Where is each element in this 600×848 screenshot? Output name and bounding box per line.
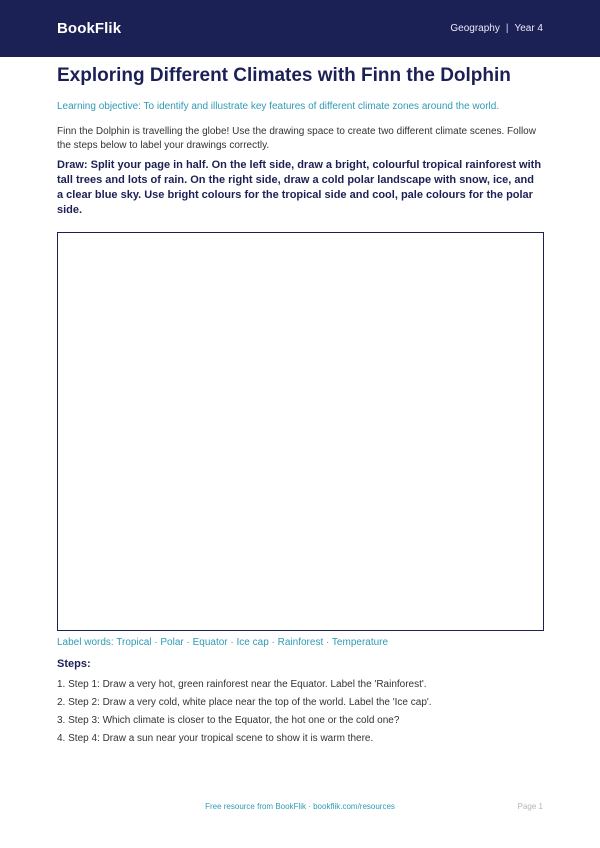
intro-text: Finn the Dolphin is travelling the globe! Use the drawing space to create two different climate scenes. Follow the steps below to label your drawings correctly.	[57, 126, 536, 151]
year-label: Year 4	[514, 23, 543, 34]
drawing-area[interactable]	[57, 232, 544, 631]
steps-heading: Steps:	[57, 658, 91, 670]
subject-label: Geography	[450, 23, 500, 34]
meta-separator: |	[505, 23, 509, 34]
brand-logo[interactable]: BookFlik	[57, 20, 122, 37]
step-item: 1. Step 1: Draw a very hot, green rainforest near the Equator. Label the 'Rainforest'.	[57, 679, 427, 690]
steps-list	[57, 678, 547, 750]
page-number: Page 1	[517, 802, 543, 811]
subject-meta	[450, 23, 543, 34]
label-words: Label words: Tropical · Polar · Equator · Ice cap · Rainforest · Temperature	[57, 637, 389, 648]
step-item: 4. Step 4: Draw a sun near your tropical scene to show it is warm there.	[57, 733, 374, 744]
draw-instructions: Draw: Split your page in half. On the left side, draw a bright, colourful tropical rainforest with tall trees and lots of rain. On the right side, draw a cold polar landscape with snow, ice, and a clear blue sky. Use bright colours for the tropical side and cool, pale colours for the polar side.	[57, 159, 542, 216]
step-item: 3. Step 3: Which climate is closer to the Equator, the hot one or the cold one?	[57, 715, 400, 726]
footer-credit[interactable]: Free resource from BookFlik · bookflik.com/resources	[205, 802, 395, 811]
step-item: 2. Step 2: Draw a very cold, white place near the top of the world. Label the 'Ice cap'.	[57, 697, 432, 708]
page-title: Exploring Different Climates with Finn the Dolphin	[57, 65, 511, 86]
header-bar	[0, 0, 600, 57]
learning-objective: Learning objective: To identify and illustrate key features of different climate zones around the world.	[57, 101, 500, 112]
